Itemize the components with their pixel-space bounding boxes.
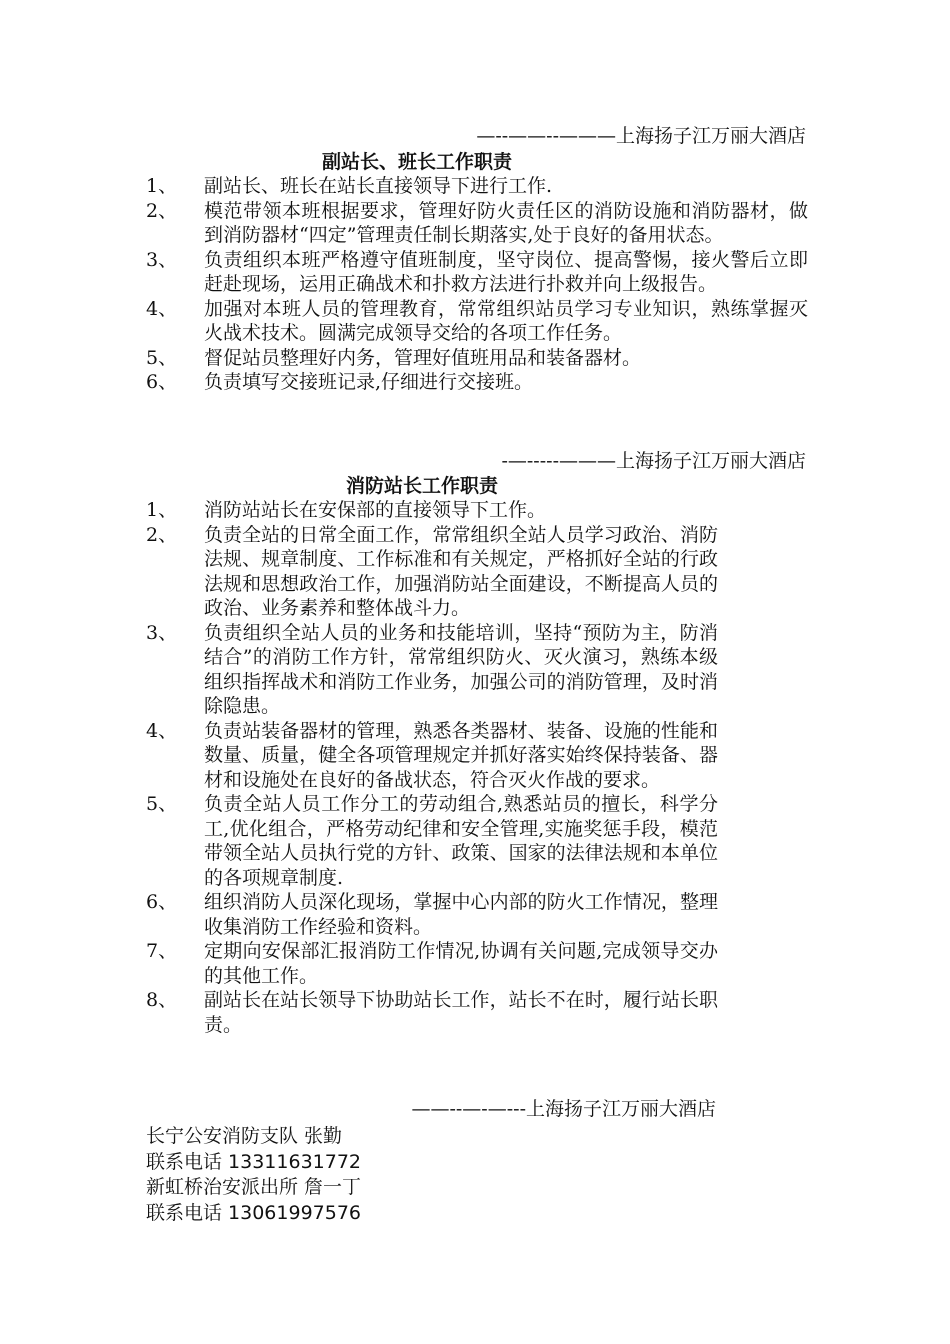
item-number: 2、 [146, 199, 178, 222]
duty-list [146, 498, 718, 1037]
item-text: 加强对本班人员的管理教育，常常组织站员学习专业知识，熟练掌握灭火战术技术。圆满完成领导交给的各项工作任务。 [204, 297, 808, 344]
section-title: 消防站长工作职责 [346, 475, 499, 497]
list-item [146, 621, 718, 719]
list-item [146, 890, 718, 939]
item-text: 副站长、班长在站长直接领导下进行工作. [204, 175, 553, 197]
list-item [146, 988, 718, 1037]
item-number: 8、 [146, 989, 178, 1011]
item-text: 督促站员整理好内务，管理好值班用品和装备器材。 [204, 346, 642, 369]
item-number: 4、 [146, 297, 178, 320]
list-item [146, 719, 718, 793]
section-title: 副站长、班长工作职责 [322, 151, 513, 173]
list-item [146, 498, 718, 523]
contact-line: 联系电话 13311631772 [146, 1150, 362, 1173]
item-number: 7、 [146, 940, 178, 962]
list-item [146, 346, 808, 371]
contact-line: 联系电话 13061997576 [146, 1201, 362, 1224]
item-number: 3、 [146, 248, 178, 271]
contact-block [146, 1124, 361, 1226]
list-item [146, 370, 808, 395]
item-text: 负责站装备器材的管理，熟悉各类器材、装备、设施的性能和数量、质量，健全各项管理规定并抓好落实始终保持装备、器材和设施处在良好的备战状态，符合灭火作战的要求。 [204, 719, 718, 791]
list-item [146, 792, 718, 890]
item-text: 负责组织全站人员的业务和技能培训，坚持“预防为主，防消结合”的消防工作方针，常常组织防火、灭火演习，熟练本级组织指挥战术和消防工作业务，加强公司的消防管理，及时消除隐患。 [204, 621, 718, 717]
item-text: 副站长在站长领导下协助站长工作，站长不在时，履行站长职责。 [204, 989, 718, 1036]
item-text: 负责全站人员工作分工的劳动组合,熟悉站员的擅长，科学分工,优化组合，严格劳动纪律和安全管理,实施奖惩手段，模范带领全站人员执行党的方针、政策、国家的法律法规和本单位的各项规章制度. [204, 793, 718, 889]
item-number: 5、 [146, 346, 178, 369]
contact-line: 长宁公安消防支队 张勤 [146, 1125, 343, 1147]
list-item [146, 248, 808, 297]
list-item [146, 199, 808, 248]
item-number: 3、 [146, 621, 178, 644]
list-item [146, 523, 718, 621]
item-number: 2、 [146, 523, 178, 546]
signature-line: -—-----———上海扬子江万丽大酒店 [501, 450, 806, 472]
item-number: 5、 [146, 793, 178, 815]
item-number: 1、 [146, 499, 178, 521]
item-text: 负责组织本班严格遵守值班制度，坚守岗位、提高警惕，接火警后立即赶赴现场，运用正确战术和扑救方法进行扑救并向上级报告。 [204, 248, 808, 295]
item-text: 组织消防人员深化现场，掌握中心内部的防火工作情况，整理收集消防工作经验和资料。 [204, 891, 718, 938]
item-text: 消防站站长在安保部的直接领导下工作。 [204, 499, 547, 521]
duty-list [146, 174, 808, 395]
item-text: 定期向安保部汇报消防工作情况,协调有关问题,完成领导交办的其他工作。 [204, 940, 718, 987]
item-number: 4、 [146, 719, 178, 742]
item-text: 负责全站的日常全面工作，常常组织全站人员学习政治、消防法规、规章制度、工作标准和有关规定，严格抓好全站的行政法规和思想政治工作，加强消防站全面建设，不断提高人员的政治、业务素养和整体战斗力。 [204, 523, 718, 619]
signature-line: ——--—-—---上海扬子江万丽大酒店 [411, 1098, 716, 1120]
contact-line: 新虹桥治安派出所 詹一丁 [146, 1176, 362, 1198]
item-number: 6、 [146, 891, 178, 913]
item-text: 模范带领本班根据要求，管理好防火责任区的消防设施和消防器材，做到消防器材“四定”管理责任制长期落实,处于良好的备用状态。 [204, 199, 808, 246]
signature-line: —--——--———上海扬子江万丽大酒店 [476, 125, 806, 147]
item-number: 6、 [146, 371, 178, 393]
list-item [146, 174, 808, 199]
list-item [146, 939, 718, 988]
item-number: 1、 [146, 175, 178, 197]
item-text: 负责填写交接班记录,仔细进行交接班。 [204, 371, 534, 393]
list-item [146, 297, 808, 346]
